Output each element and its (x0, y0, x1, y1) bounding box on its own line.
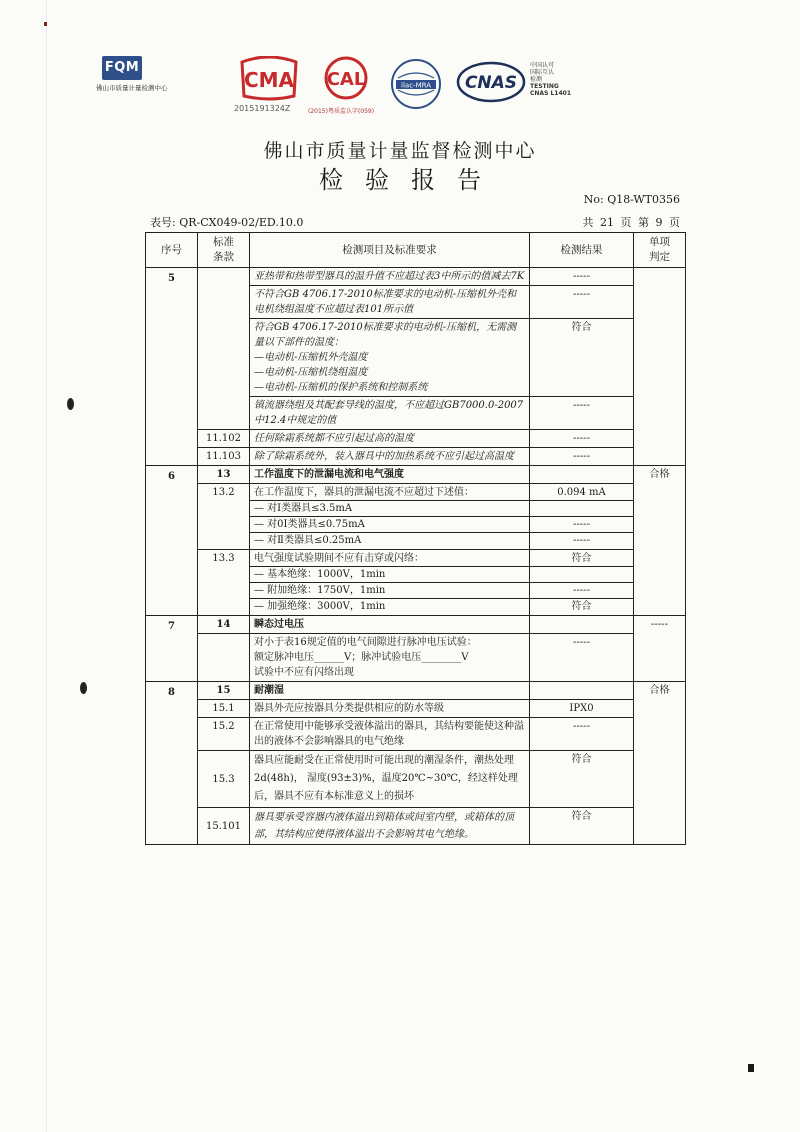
header-result: 检测结果 (530, 233, 634, 268)
section-8-verdict: 合格 (634, 682, 686, 845)
header-verdict: 单项 判定 (634, 233, 686, 268)
section-title-row (146, 466, 686, 484)
punch-hole-lower (80, 682, 87, 694)
corner-mark (44, 22, 47, 26)
fqm-logo: FQM (102, 56, 142, 80)
row-result: ----- (530, 634, 634, 682)
row-result: ----- (530, 448, 634, 466)
row-text-list: 在工作温度下，器具的泄漏电流不应超过下述值： — 对Ⅰ类器具≤3.5mA — 对0Ⅰ类器具≤0.75mA — 对Ⅱ类器具≤0.25mA (250, 484, 530, 550)
ilac-mra-icon (390, 58, 442, 110)
section-8-seq: 8 (146, 682, 198, 845)
table-row (146, 751, 686, 808)
section-7-title: 瞬态过电压 (250, 616, 530, 634)
section-title-row (146, 616, 686, 634)
section-7-seq: 7 (146, 616, 198, 682)
cnas-mark: CNAS (464, 73, 518, 93)
row-clause: 13.3 (198, 550, 250, 616)
row-result: ----- (530, 718, 634, 751)
row-result: 符合 (530, 751, 634, 808)
page-count: 共 21 页 第 9 页 (582, 216, 680, 229)
row-text-list: 符合GB 4706.17-2010标准要求的电动机-压缩机，无需测量以下部件的温度： —电动机-压缩机外壳温度 —电动机-压缩机绕组温度 —电动机-压缩机的保护系统和控制系统 (250, 319, 530, 397)
cma-seal-icon (234, 56, 304, 102)
row-clause: 15.101 (198, 808, 250, 845)
row-text: 在正常使用中能够承受液体溢出的器具，其结构要能使这种溢出的液体不会影响器具的电气绝缘 (250, 718, 530, 751)
cnas-logo-icon (456, 60, 526, 104)
report-number: No: Q18-WT0356 (583, 193, 680, 206)
cal-mark: CAL (326, 69, 366, 90)
table-header-row (146, 233, 686, 268)
row-text-list: 电气强度试验期间不应有击穿或闪络： — 基本绝缘：1000V，1min — 附加绝缘：1750V，1min — 加强绝缘：3000V，1min (250, 550, 530, 616)
section-title-row (146, 682, 686, 700)
row-text: 任何除霜系统都不应引起过高的温度 (250, 430, 530, 448)
row-result-list: 0.094 mA ----- ----- (530, 484, 634, 550)
row-clause: 15.1 (198, 700, 250, 718)
table-row (146, 484, 686, 550)
report-table (145, 232, 686, 845)
fqm-caption: 佛山市质量计量检测中心 (96, 84, 168, 92)
table-row (146, 700, 686, 718)
punch-hole-upper (67, 398, 74, 410)
section-6-clause: 13 (198, 466, 250, 484)
certification-logos (230, 56, 590, 116)
cal-seal-icon (314, 56, 378, 102)
header-clause: 标准 条款 (198, 233, 250, 268)
row-text: 亚热带和热带型器具的温升值不应超过表3中所示的值减去7K (250, 268, 530, 286)
row-result (530, 466, 634, 484)
cma-number: 2015191324Z (234, 104, 291, 113)
table-row (146, 430, 686, 448)
row-clause (198, 634, 250, 682)
org-name: 佛山市质量计量监督检测中心 (263, 140, 537, 162)
ilac-mark: ilac-MRA (401, 81, 431, 90)
table-row (146, 718, 686, 751)
row-text: 器具外壳应按器具分类提供相应的防水等级 (250, 700, 530, 718)
row-clause: 13.2 (198, 484, 250, 550)
section-5-clause (198, 268, 250, 430)
row-text: 器具应能耐受在正常使用时可能出现的潮湿条件，潮热处理2d(48h)， 湿度(93±3)%，温度20℃~30℃，经这样处理后，器具不应有本标准意义上的损坏 (250, 751, 530, 808)
row-text: 除了除霜系统外，装入器具中的加热系统不应引起过高温度 (250, 448, 530, 466)
row-clause: 11.103 (198, 448, 250, 466)
table-row (146, 268, 686, 286)
cma-mark: CMA (243, 68, 295, 92)
form-code: 表号: QR-CX049-02/ED.10.0 (150, 216, 304, 229)
table-row (146, 634, 686, 682)
row-text: 器具要承受容器内液体溢出到箱体或间室内壁，或箱体的顶部，其结构应使得液体溢出不会影响其电气绝缘。 (250, 808, 530, 845)
table-row (146, 550, 686, 616)
row-result: ----- (530, 397, 634, 430)
row-clause: 11.102 (198, 430, 250, 448)
section-6-verdict: 合格 (634, 466, 686, 616)
row-result: 符合 (530, 808, 634, 845)
section-7-clause: 14 (198, 616, 250, 634)
row-result (530, 616, 634, 634)
section-8-title: 耐潮湿 (250, 682, 530, 700)
row-result: ----- (530, 430, 634, 448)
row-clause: 15.2 (198, 718, 250, 751)
report-title: 检验报告 (319, 166, 503, 194)
header-item: 检测项目及标准要求 (250, 233, 530, 268)
row-text-list: 对小于表16规定值的电气间隙进行脉冲电压试验： 额定脉冲电压______V；脉冲试验电压________V 试验中不应有闪络出现 (250, 634, 530, 682)
section-6-title: 工作温度下的泄漏电流和电气强度 (250, 466, 530, 484)
section-5-seq: 5 (146, 268, 198, 466)
fqm-logo-block (96, 56, 168, 92)
cal-number: (2015)粤质监认字(059) (308, 108, 375, 115)
row-clause: 15.3 (198, 751, 250, 808)
section-8-clause: 15 (198, 682, 250, 700)
row-text: 镇流器绕组及其配套导线的温度，不应超过GB7000.0-2007中12.4中规定的值 (250, 397, 530, 430)
header-seq: 序号 (146, 233, 198, 268)
corner-mark-bottom (748, 1064, 754, 1072)
row-result (530, 682, 634, 700)
section-6-seq: 6 (146, 466, 198, 616)
table-row (146, 808, 686, 845)
row-result: 符合 (530, 319, 634, 397)
section-5-verdict (634, 268, 686, 466)
section-7-verdict: ----- (634, 616, 686, 682)
row-text: 不符合GB 4706.17-2010标准要求的电动机-压缩机外壳和电机绕组温度不应超过表101所示值 (250, 286, 530, 319)
row-result: IPX0 (530, 700, 634, 718)
row-result: ----- (530, 286, 634, 319)
cnas-side-text: 中国认可 国际互认 检测 TESTING CNAS L1401 (530, 62, 572, 97)
row-result-list: 符合 ----- 符合 (530, 550, 634, 616)
table-row (146, 448, 686, 466)
row-result: ----- (530, 268, 634, 286)
